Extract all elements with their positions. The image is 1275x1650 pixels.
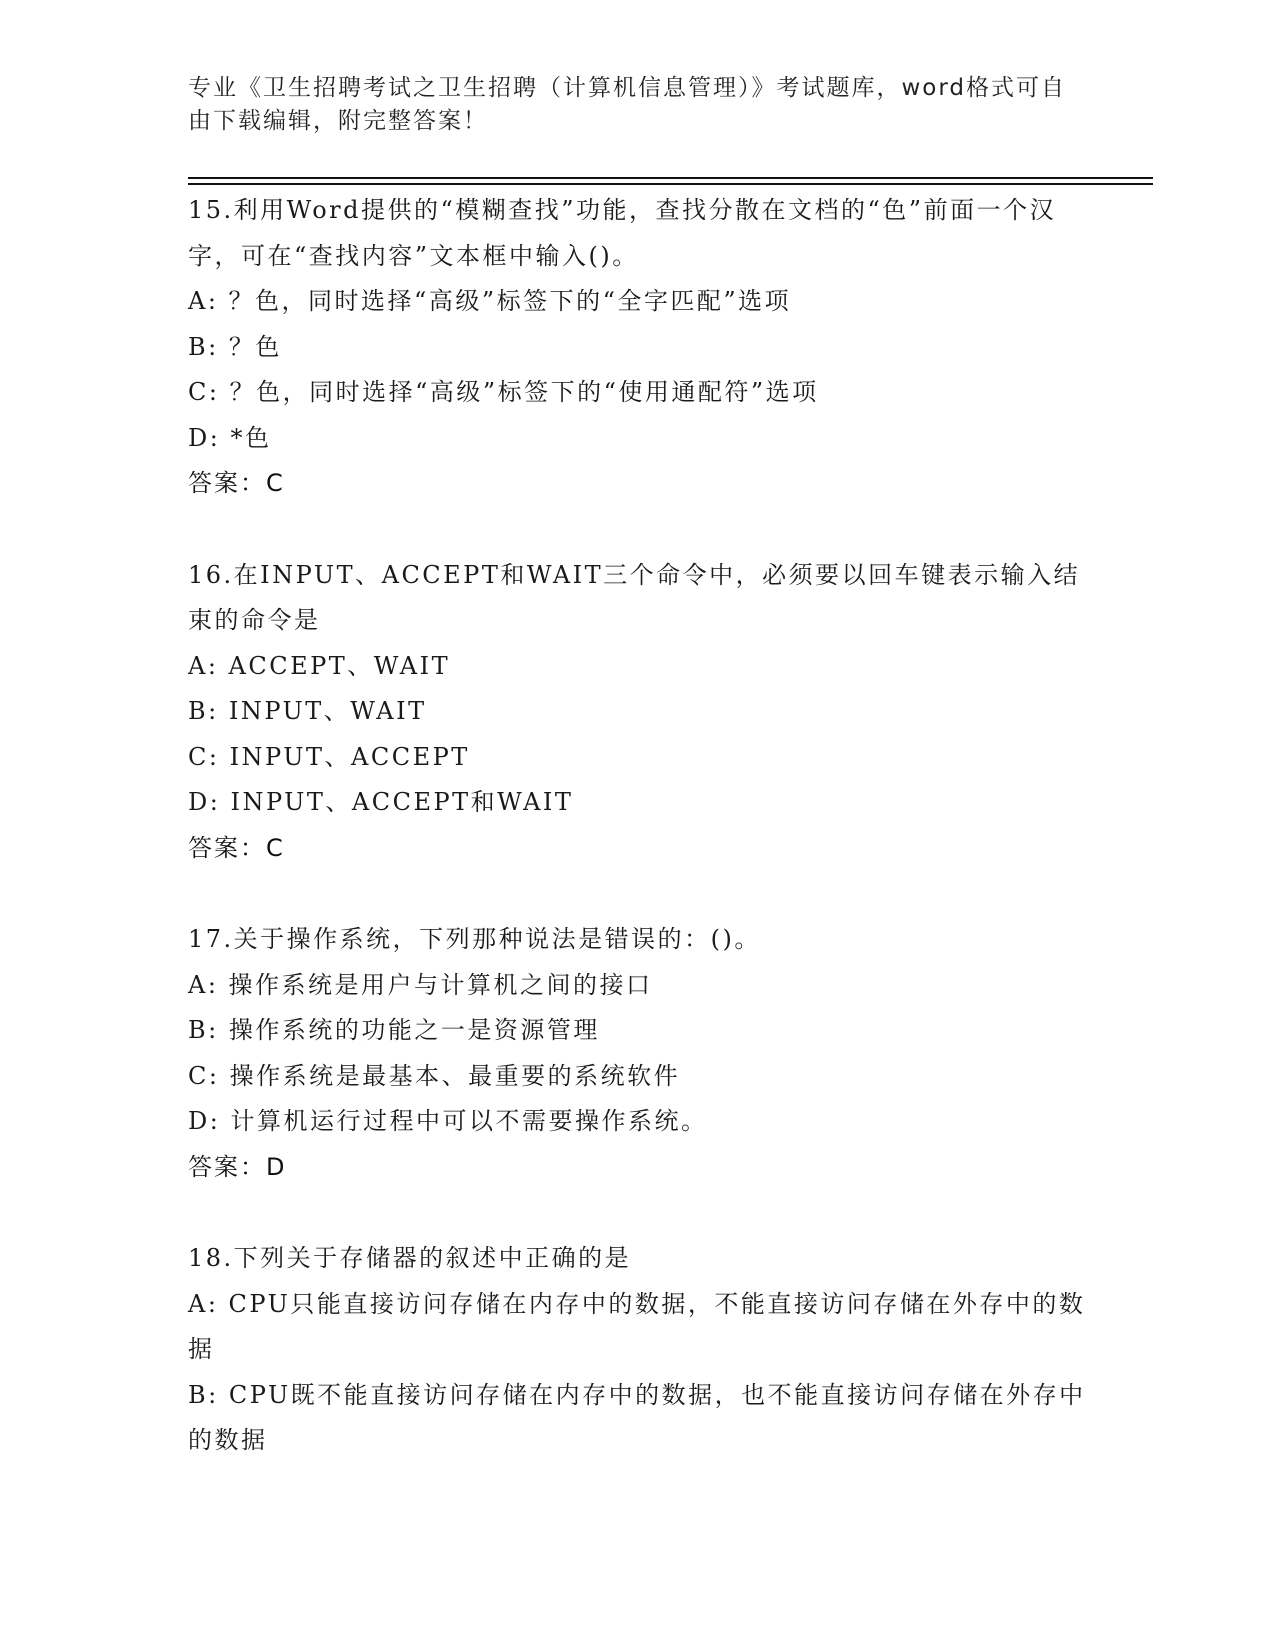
question-15 <box>188 188 1088 507</box>
header-rule-top <box>188 177 1153 179</box>
answer-line: 答案：D <box>188 1152 287 1181</box>
option-b: B: 操作系统的功能之一是资源管理 <box>188 1016 600 1044</box>
question-17 <box>188 917 1088 1190</box>
option-a: A: 操作系统是用户与计算机之间的接口 <box>188 970 653 999</box>
question-stem: 15.利用Word提供的“模糊查找”功能，查找分散在文档的“色”前面一个汉字，可在“查找内容”文本框中输入()。 <box>188 196 1057 270</box>
question-18 <box>188 1236 1088 1464</box>
option-b: B: INPUT、WAIT <box>188 697 427 725</box>
option-d: D: *色 <box>188 423 272 452</box>
option-a: A: ？色，同时选择“高级”标签下的“全字匹配”选项 <box>188 287 792 315</box>
option-c: C: INPUT、ACCEPT <box>188 742 470 771</box>
question-16 <box>188 553 1088 872</box>
option-d: D: INPUT、ACCEPT和WAIT <box>188 788 574 816</box>
question-stem: 18.下列关于存储器的叙述中正确的是 <box>188 1244 632 1272</box>
option-d: D: 计算机运行过程中可以不需要操作系统。 <box>188 1107 708 1135</box>
question-stem: 17.关于操作系统，下列那种说法是错误的：()。 <box>188 925 761 953</box>
option-c: C: 操作系统是最基本、最重要的系统软件 <box>188 1061 681 1090</box>
question-stem: 16.在INPUT、ACCEPT和WAIT三个命令中，必须要以回车键表示输入结束的命令是 <box>188 560 1081 634</box>
header-rule-bottom <box>188 183 1153 185</box>
option-b: B: CPU既不能直接访问存储在内存中的数据，也不能直接访问存储在外存中的数据 <box>188 1380 1086 1454</box>
answer-line: 答案：C <box>188 469 285 497</box>
option-b: B: ？色 <box>188 332 282 361</box>
answer-line: 答案：C <box>188 833 285 862</box>
option-a: A: ACCEPT、WAIT <box>188 651 451 680</box>
document-header: 专业《卫生招聘考试之卫生招聘（计算机信息管理）》考试题库，word格式可自由下载编辑，附完整答案！ <box>188 75 1067 134</box>
question-list <box>188 188 1088 1464</box>
option-a: A: CPU只能直接访问存储在内存中的数据，不能直接访问存储在外存中的数据 <box>188 1289 1086 1363</box>
option-c: C: ？色，同时选择“高级”标签下的“使用通配符”选项 <box>188 378 819 406</box>
